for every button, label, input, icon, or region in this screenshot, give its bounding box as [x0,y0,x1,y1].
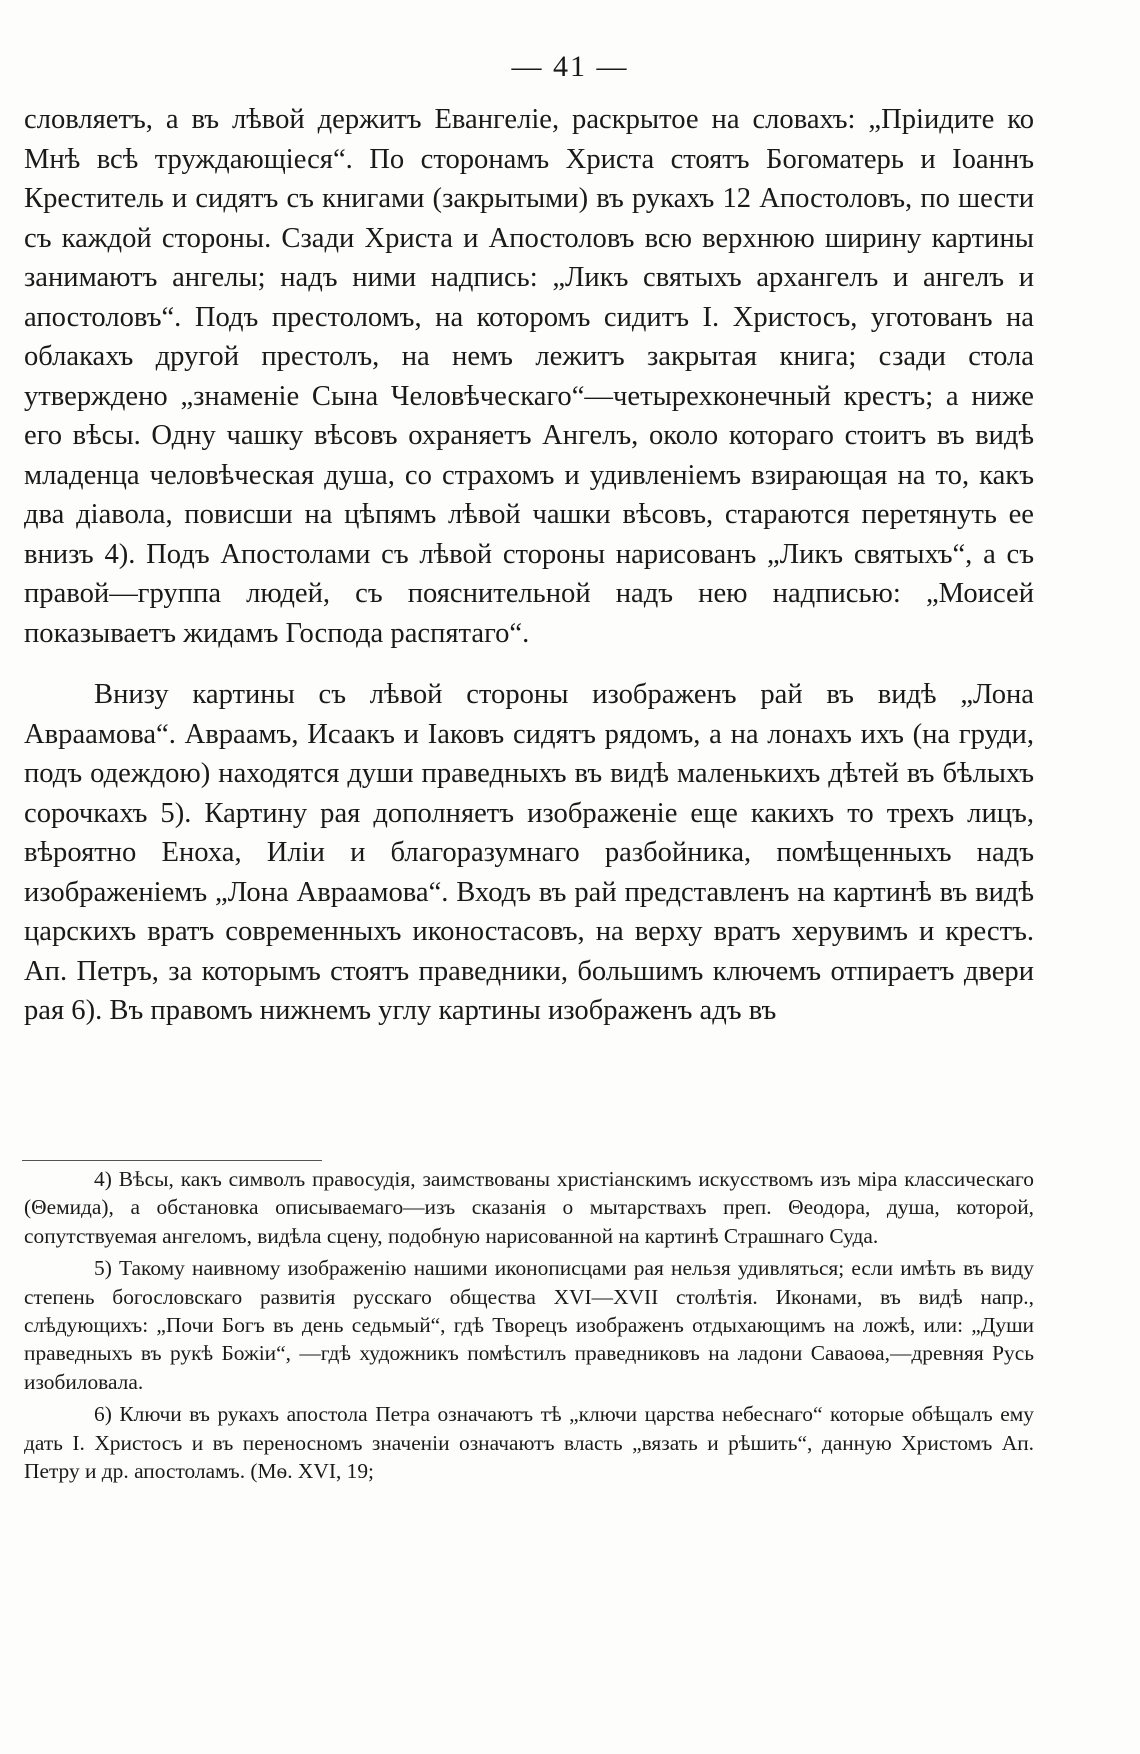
footnote-separator [22,1160,322,1161]
main-text [24,100,1034,1031]
footnotes [24,1165,1034,1485]
footnote-4: 4) Вѣсы, какъ символъ правосудія, заимствованы христіанскимъ искусствомъ изъ міра классическаго (Θемида), а обстановка описываемаго—изъ сказанія о мытарствахъ преп. Θеодора, душа, которой, сопутствуемая ангеломъ, видѣла сцену, подобную нарисованной на картинѣ Страшнаго Суда. [24,1167,1034,1248]
footnote-6: 6) Ключи въ рукахъ апостола Петра означаютъ тѣ „ключи царства небеснаго“ которые обѣщалъ ему дать І. Христосъ и въ переносномъ значеніи означаютъ власть „вязать и рѣшить“, данную Христомъ Ап. Петру и др. апостоламъ. (Мѳ. XVI, 19; [24,1402,1034,1484]
footnote-5: 5) Такому наивному изображенію нашими иконописцами рая нельзя удивляться; если имѣть въ виду степень богословскаго развитія русскаго общества XVI—XVII столѣтія. Иконами, въ видѣ напр., слѣдующихъ: „Почи Богъ въ день седьмый“, гдѣ Творецъ изображенъ отдыхающимъ на ложѣ, или: „Души праведныхъ въ рукѣ Божіи“, —гдѣ художникъ помѣстилъ праведниковъ на ладони Саваоѳа,—древняя Русь изобиловала. [24,1256,1034,1394]
paragraph-1: словляетъ, а въ лѣвой держитъ Евангеліе, раскрытое на словахъ: „Пріидите ко Мнѣ всѣ труждающіеся“. По сторонамъ Христа стоятъ Богоматерь и Іоаннъ Креститель и сидятъ съ книгами (закрытыми) въ рукахъ 12 Апостоловъ, по шести съ каждой стороны. Сзади Христа и Апостоловъ всю верхнюю ширину картины занимаютъ ангелы; надъ ними надпись: „Ликъ святыхъ архангелъ и ангелъ и апостоловъ“. Подъ престоломъ, на которомъ сидитъ І. Христосъ, уготованъ на облакахъ другой престолъ, на немъ лежитъ закрытая книга; сзади стола утверждено „знаменіе Сына Человѣческаго“—четырехконечный крестъ; а ниже его вѣсы. Одну чашку вѣсовъ охраняетъ Ангелъ, около котораго стоитъ въ видѣ младенца человѣческая душа, со страхомъ и удивленіемъ взирающая на то, какъ два діавола, повисши на цѣпямъ лѣвой чашки вѣсовъ, стараются перетянуть ее внизъ 4). Подъ Апостолами съ лѣвой стороны нарисованъ „Ликъ святыхъ“, а съ правой—группа людей, съ пояснительной надъ нею надписью: „Моисей показываетъ жидамъ Господа распятаго“. [24,104,1034,649]
paragraph-2: Внизу картины съ лѣвой стороны изображенъ рай въ видѣ „Лона Авраамова“. Авраамъ, Исаакъ и Іаковъ сидятъ рядомъ, а на лонахъ ихъ (на груди, подъ одеждою) находятся души праведныхъ въ видѣ маленькихъ дѣтей въ бѣлыхъ сорочкахъ 5). Картину рая дополняетъ изображеніе еще какихъ то трехъ лицъ, вѣроятно Еноха, Иліи и благоразумнаго разбойника, помѣщенныхъ надъ изображеніемъ „Лона Авраамова“. Входъ въ рай представленъ на картинѣ въ видѣ царскихъ вратъ современныхъ иконостасовъ, на верху вратъ херувимъ и крестъ. Ап. Петръ, за которымъ стоятъ праведники, большимъ ключемъ отпираетъ двери рая 6). Въ правомъ нижнемъ углу картины изображенъ адъ въ [24,679,1034,1026]
page-number: — 41 — [511,50,629,83]
